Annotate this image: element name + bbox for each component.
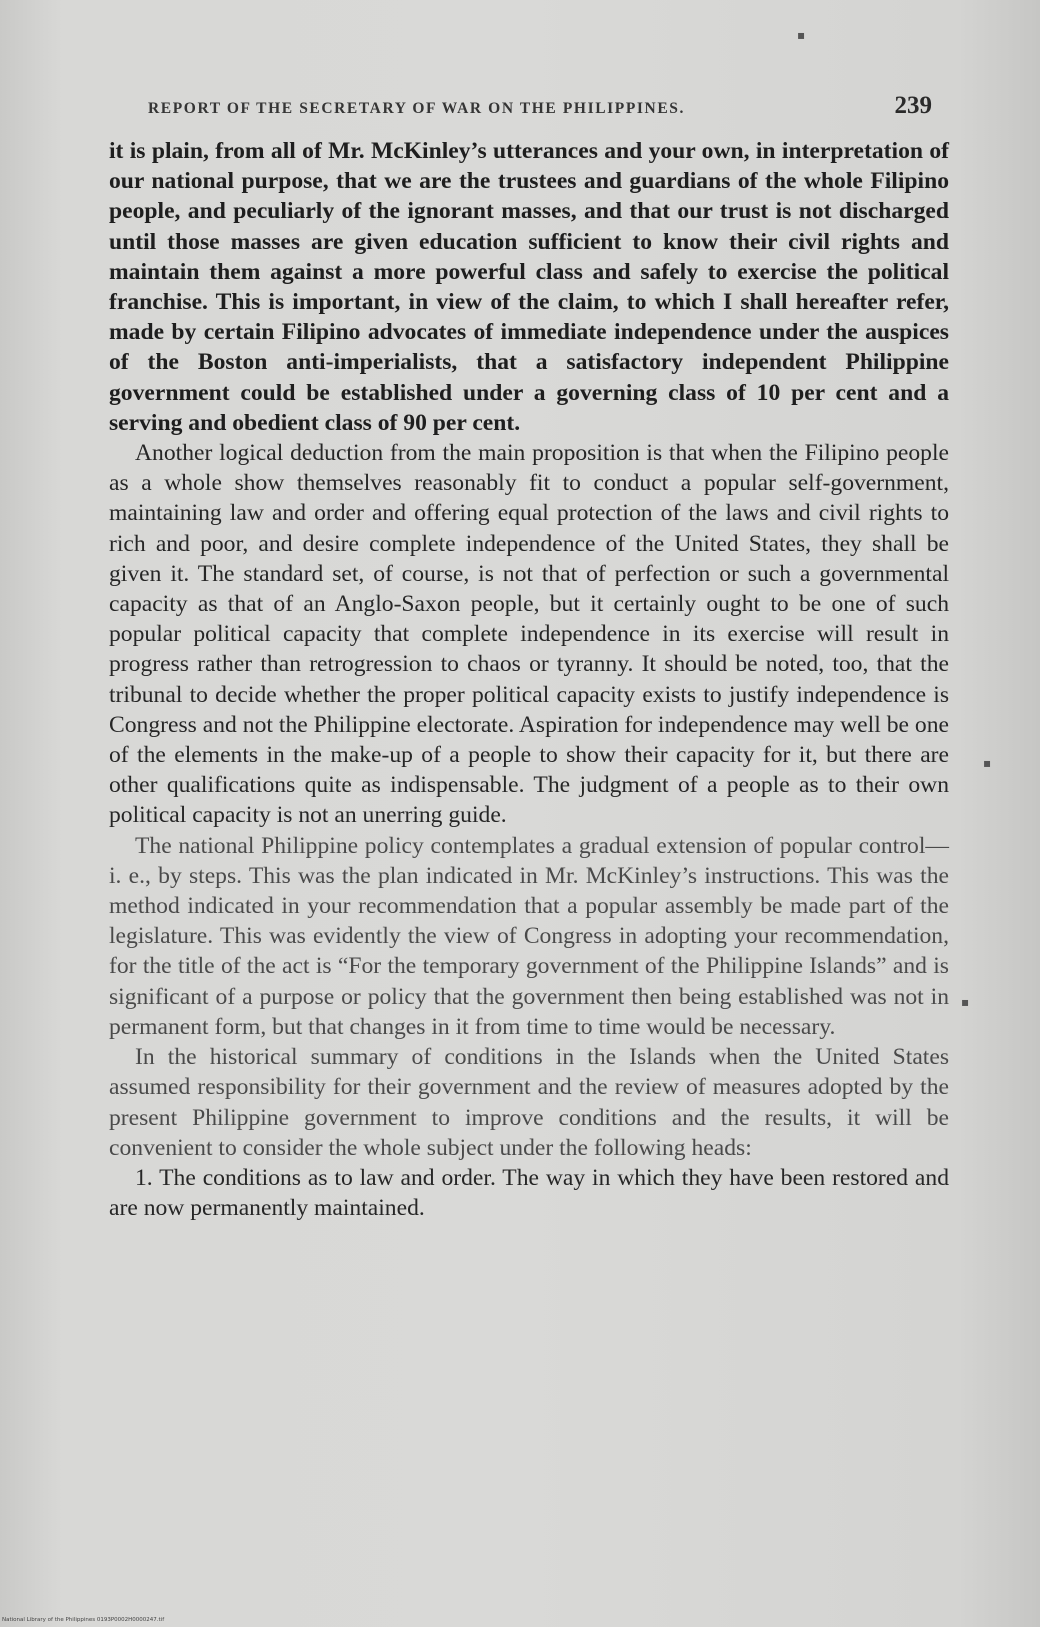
dust-speck: ▪ [983,756,992,770]
running-header [148,92,938,126]
paragraph-law-and-order: 1. The conditions as to law and order. The way in which they have been restored and are now permanently maintained. [109,1164,949,1222]
paragraph-historical-summary: In the historical summary of conditions in the Islands when the United States assumed responsibility for their government and the review of measures adopted by the present Philippine government to improve conditions and the results, it will be convenient to consider the whole subject under the following heads: [109,1044,949,1161]
dust-speck: ▪ [797,28,806,42]
paragraph-national-policy: The national Philippine policy contemplates a gradual extension of popular control—i. e., by steps. This was the plan indicated in Mr. McKinley’s instructions. This was the method indicated in your recommendation that a popular assembly be made part of the legislature. This was evidently the view of Congress in adopting your recommendation, for the title of the act is “For the temporary government of the Philippine Islands” and is significant of a purpose or policy that the government then being established was not in permanent form, but that changes in it from time to time would be necessary. [109,832,949,1040]
page-number: 239 [894,92,932,119]
dust-speck: ▪ [961,995,970,1009]
scan-footer: National Library of the Philippines 0193P0002H0000247.tif [2,1617,165,1623]
header-title: REPORT OF THE SECRETARY OF WAR ON THE PHILIPPINES. [148,100,685,117]
body-text [109,136,949,1223]
paragraph-trustees: it is plain, from all of Mr. McKinley’s utterances and your own, in interpretation of our national purpose, that we are the trustees and guardians of the whole Filipino people, and peculiarly of the ignorant masses, and that our trust is not discharged until those masses are given education sufficient to know their civil rights and maintain them against a more powerful class and safely to exercise the political franchise. This is important, in view of the claim, to which I shall hereafter refer, made by certain Filipino advocates of immediate independence under the auspices of the Boston anti-imperialists, that a satisfactory independent Philippine government could be established under a governing class of 10 per cent and a serving and obedient class of 90 per cent. [109,138,949,436]
paragraph-independence: Another logical deduction from the main proposition is that when the Filipino people as a whole show themselves reasonably fit to conduct a popular self-government, maintaining law and order and offering equal protection of the laws and civil rights to rich and poor, and desire complete independence of the United States, they shall be given it. The standard set, of course, is not that of perfection or such a governmental capacity as that of an Anglo-Saxon people, but it certainly ought to be one of such popular political capacity that complete independence in its exercise will result in progress rather than retrogression to chaos or tyranny. It should be noted, too, that the tribunal to decide whether the proper political capacity exists to justify independence is Congress and not the Philippine electorate. Aspiration for independence may well be one of the elements in the make-up of a people to show their capacity for it, but there are other qualifications quite as indispensable. The judgment of a people as to their own political capacity is not an unerring guide. [109,440,949,829]
